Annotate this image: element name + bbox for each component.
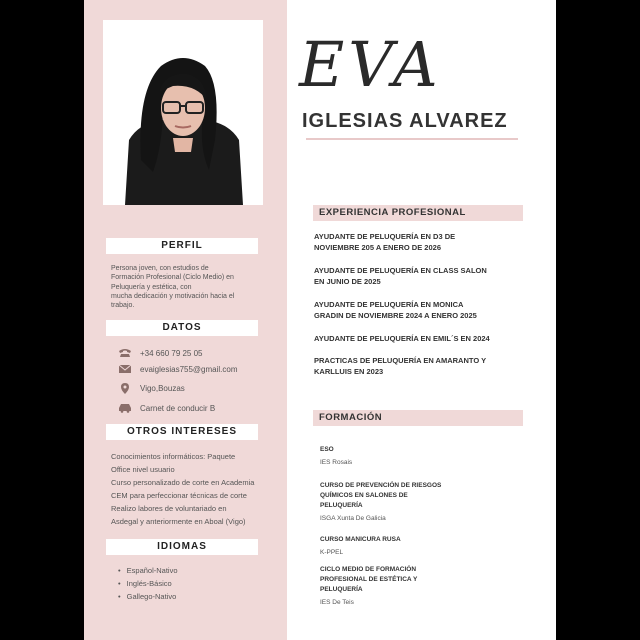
interest-line: Realizo labores de voluntariado en	[111, 504, 227, 513]
idiomas-heading: IDIOMAS	[106, 539, 258, 555]
edu-title-line: PELUQUERÍA	[320, 586, 363, 593]
job-line: AYUDANTE DE PELUQUERÍA EN EMIL´S EN 2024	[314, 334, 490, 343]
perfil-line: Peluquería y estética, con	[111, 283, 192, 291]
language-item: • Inglés-Básico	[118, 577, 178, 590]
perfil-text	[111, 264, 281, 310]
intereses-heading: OTROS INTERESES	[106, 424, 258, 440]
edu-title-line: PELUQUERÍA	[320, 502, 363, 509]
language-item: • Gallego-Nativo	[118, 590, 178, 603]
perfil-line: Persona joven, con estudios de	[111, 265, 209, 272]
job-line: PRACTICAS DE PELUQUERÍA EN AMARANTO Y	[314, 356, 487, 365]
edu-title-line: ESO	[320, 446, 334, 453]
job-item	[314, 265, 514, 287]
perfil-line: Formación Profesional (Ciclo Medio) en	[111, 274, 234, 282]
edu-school: IES Rosais	[320, 459, 353, 466]
job-item	[314, 299, 514, 321]
perfil-heading: PERFIL	[106, 238, 258, 254]
phone-text: +34 660 79 25 05	[140, 348, 203, 358]
email-icon	[118, 364, 132, 374]
idiomas-list	[118, 564, 178, 603]
profile-photo	[103, 20, 263, 205]
edu-title	[320, 481, 470, 511]
job-line: EN JUNIO DE 2025	[314, 277, 381, 286]
job-line: GRADIN DE NOVIEMBRE 2024 A ENERO 2025	[314, 311, 477, 320]
job-line: NOVIEMBRE 205 A ENERO DE 2026	[314, 243, 441, 252]
edu-title	[320, 445, 470, 455]
interest-line: Curso personalizado de corte en Academia	[111, 478, 255, 487]
edu-school: ISGA Xunta De Galicia	[320, 515, 386, 522]
location-text: Vigo,Bouzas	[140, 383, 185, 393]
contact-email	[118, 364, 238, 374]
job-line: KARLLUIS EN 2023	[314, 367, 384, 376]
job-item	[314, 355, 514, 377]
resume-page	[84, 0, 556, 640]
job-line: AYUDANTE DE PELUQUERÍA EN D3 DE	[314, 232, 456, 241]
datos-heading: DATOS	[106, 320, 258, 336]
edu-title	[320, 535, 470, 545]
car-icon	[118, 403, 132, 413]
perfil-line: mucha dedicación y motivación hacia el	[111, 292, 235, 300]
edu-title	[320, 565, 470, 595]
contact-phone	[118, 348, 203, 358]
job-item	[314, 231, 514, 253]
experiencia-heading: EXPERIENCIA PROFESIONAL	[313, 205, 523, 221]
edu-title-line: CURSO DE PREVENCIÓN DE RIESGOS	[320, 482, 442, 489]
formacion-heading: FORMACIÓN	[313, 410, 523, 426]
job-line: AYUDANTE DE PELUQUERÍA EN CLASS SALON	[314, 266, 487, 275]
job-item	[314, 333, 514, 344]
job-line: AYUDANTE DE PELUQUERÍA EN MONICA	[314, 300, 464, 309]
interest-line: Office nivel usuario	[111, 465, 175, 474]
first-name: EVA	[299, 28, 442, 101]
edu-title-line: PROFESIONAL DE ESTÉTICA Y	[320, 576, 418, 583]
phone-icon	[118, 348, 132, 358]
contact-license	[118, 403, 215, 413]
license-text: Carnet de conducir B	[140, 403, 216, 413]
language-item: • Español-Nativo	[118, 564, 178, 577]
edu-school: K-PPEL	[320, 549, 344, 556]
interest-line: Asdegal y anteriormente en Aboal (Vigo)	[111, 517, 246, 526]
perfil-line: trabajo.	[111, 302, 135, 310]
contact-location	[118, 383, 185, 393]
edu-title-line: CURSO MANICURA RUSA	[320, 536, 401, 543]
email-text: evaiglesias755@gmail.com	[140, 364, 238, 374]
edu-title-line: CICLO MEDIO DE FORMACIÓN	[320, 566, 417, 573]
name-divider	[306, 138, 518, 140]
location-icon	[118, 383, 132, 393]
edu-title-line: QUÍMICOS EN SALONES DE	[320, 492, 408, 499]
last-name: IGLESIAS ALVAREZ	[302, 110, 508, 132]
interest-line: Conocimientos informáticos: Paquete	[111, 452, 236, 461]
edu-school: IES De Teis	[320, 599, 354, 606]
intereses-list	[111, 450, 283, 528]
interest-line: CEM para perfeccionar técnicas de corte	[111, 491, 247, 500]
